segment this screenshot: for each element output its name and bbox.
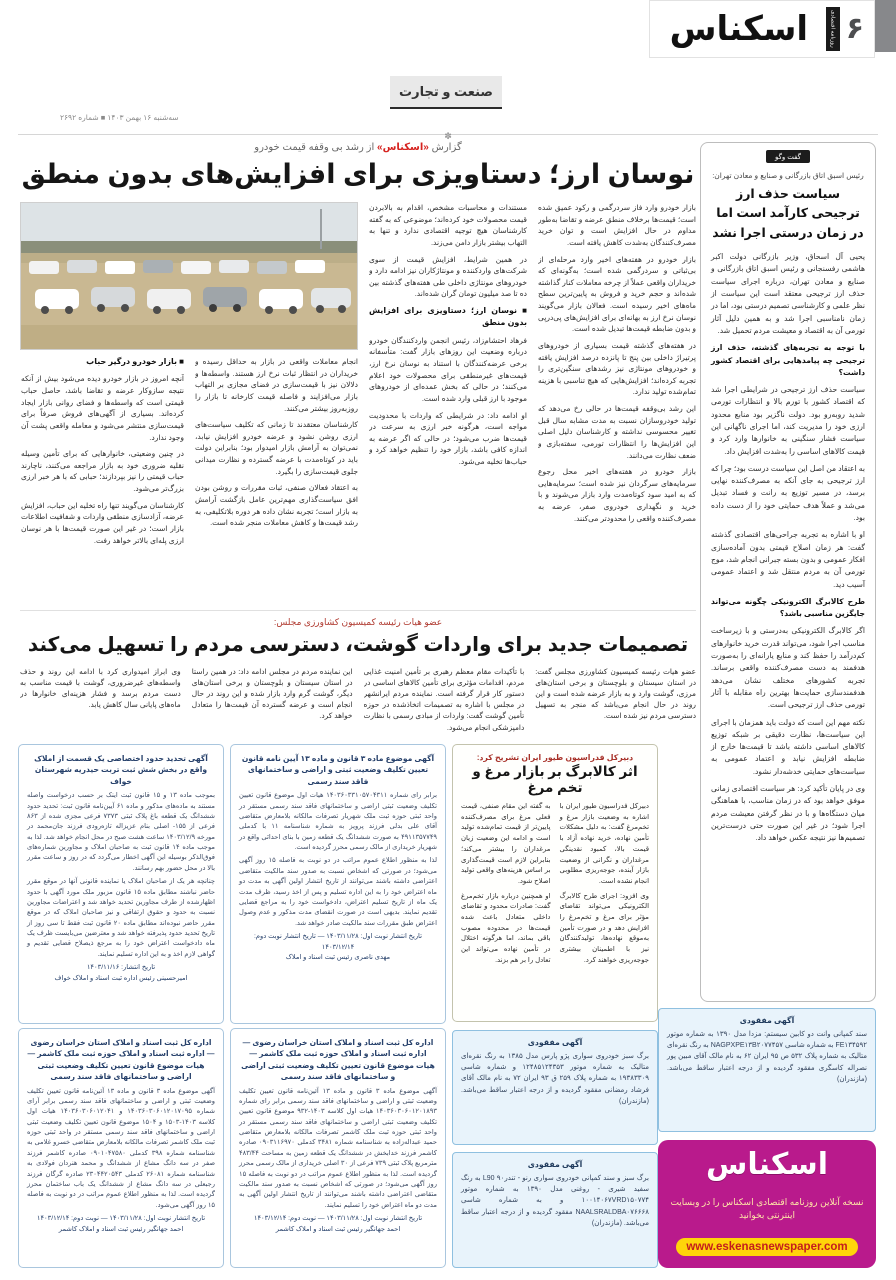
meat-import-article (20, 610, 696, 742)
lost-notice-mazda (658, 1008, 876, 1132)
interview-kicker: رئیس اسبق اتاق بازرگانی و صنایع و معادن تهران: (712, 171, 864, 180)
main-kicker-pre: گزارش (431, 142, 462, 153)
photo-bottom-columns (20, 356, 358, 594)
lost-notice-body: برگ سبز خودروی سواری پژو پارس مدل ۱۳۸۵ به رنگ نقره‌ای متالیک به شماره موتور ۱۲۴۸۵۱۲۴۳۵۳ و شماره شاسی ۱۹۳۸۳۳۰۹ به شماره پلاک ۲۵۹ ق ۹۳ ایران ۷۲ به نام مالک آقای فرشاد رمضانی مفقود گردیده و از درجه اعتبار ساقط می‌باشد. (مازندران) (461, 1053, 650, 1105)
notice-title: اداره کل ثبت اسناد و املاک استان خراسان رضوی — اداره ثبت اسناد و املاک حوزه ثبت ملک کاشمر — هیات موضوع قانون تعیین تکلیف وضعیت ثبتی اراضی و ساختمانهای فاقد سند رسمی (27, 1038, 215, 1082)
notice-footer: تاریخ انتشار نوبت اول: ۱۴۰۳/۱۱/۲۸ — نوبت دوم: ۱۴۰۳/۱۲/۱۴ احمد جهانگیر رئیس ثبت اسناد و املاک کاشمر (253, 1215, 423, 1233)
page-number: ۶ (845, 12, 864, 45)
meat-article-kicker: عضو هیات رئیسه کمیسیون کشاورزی مجلس: (273, 617, 443, 627)
lost-notice-renault (452, 1152, 658, 1268)
article-column: با تأکیدات مقام معظم رهبری بر تأمین امنیت غذایی مردم، اقدامات مؤثری برای تأمین کالاهای اساسی در دستور کار قرار گرفته است. نماینده مردم ایرانشهر در مجلس با اشاره به تصمیمات اتخاذشده در حوزه تأمین گوشت گفت: واردات از مبادی رسمی با نظارت دامپزشکی انجام می‌شود. (363, 667, 525, 732)
ad-text: نسخه آنلاین روزنامه اقتصادی اسکناس را در وبسایت اینترنتی بخوانید (670, 1196, 864, 1220)
section-label: صنعت و تجارت (390, 76, 502, 109)
notice-title: آگهی موضوع ماده ۳ قانون و ماده ۱۳ آیین نامه قانون تعیین تکلیف وضعیت ثبتی و اراضی و ساختمانهای فاقد سند رسمی (241, 754, 435, 786)
notice-body: بموجب ماده ۱۳ و ۱۵ قانون ثبت اینک بر حسب درخواست واصله مستند به ماده‌های مذکور و ماده ۶۱ آیین‌نامه قانون ثبت: تحدید حدود ششدانگ یک قطعه باغ پلاک ثبتی ۷۳۷۳ فرعی مجزی شده از ۸۶۳ فرعی از ۱۵۵- اصلی بنام عزیزاله تازه‌رودی فرزند جان‌محمد در مورخه ۱۴۰۳/۱۲/۹ ساعت هشت صبح در محل انجام خواهد شد. لذا به موجب ماده ۱۴ قانون ثبت به صاحبان املاک و مجاورین شماره‌های فوق‌الذکر بوسیله این آگهی اخطار می‌گردد که در روز و ساعت مقرر بالا در محل حضور بهم رسانند. چنانچه هر یک از صاحبان املاک یا نماینده قانونی آنها در موقع مقرر حاضر نباشند مطابق ماده ۱۵ قانون مزبور ملک مورد آگهی با حدود اظهارشده از طرف مجاورین تحدید خواهد شد و اعتراضات مجاورین نسبت به حدود و حقوق ارتفاقی و نیز صاحبان املاک که در موقع مقرر حاضر نبوده‌اند مطابق ماده ۲۰ قانون ثبت فقط تا سی روز از تاریخ تحدید حدود پذیرفته خواهد شد و معترضین می‌بایست ظرف یک ماه دادخواست اعتراض خود را به مرجع ذیصلاح قضایی تقدیم و گواهی لازم اخذ و به این اداره تسلیم نمایند. (27, 792, 216, 958)
notice-body: آگهی موضوع ماده ۳ قانون و ماده ۱۳ آئین‌نامه قانون تعیین تکلیف وضعیت ثبتی و اراضی و ساختمانهای فاقد سند رسمی برابر رای شماره ۱۴۰۳۶۰۳۰۶۰۱۲۰۱۸۹۳ هیات اول کلاسه ۱۴۰۳-۹۳۲ موضوع قانون تعیین تکلیف وضعیت ثبتی اراضی و ساختمانهای فاقد سند رسمی مستقر در واحد ثبتی حوزه ثبت ملک کاشمر تصرفات مالکانه بلامعارض متقاضی حمید عبداله‌زاده به شناسنامه شماره ۳۴۸۱ کدملی ۰۹۰۳۱۱۶۹۷۰ صادره کاشمر فرزند خدابخش در ششدانگ یک قطعه زمین به مساحت ۴۸۳/۴۴ مترمربع پلاک ثبتی ۷۳۹ فرعی از ۳۰ اصلی خریداری از مالک رسمی محرز گردیده است. لذا به منظور اطلاع عموم مراتب در دو نوبت به فاصله ۱۵ روز آگهی می‌شود؛ در صورتی که اشخاص نسبت به صدور سند مالکیت متقاضی اعتراضی داشته باشند می‌توانند از تاریخ انتشار اولین آگهی به مدت دو ماه اعتراض خود را تسلیم نمایند. (239, 1087, 437, 1209)
main-article (20, 142, 696, 604)
article-column: انجام معاملات واقعی در بازار به حداقل رسیده و خریداران در انتظار ثبات نرخ ارز هستند. واسطه‌ها و دلالان نیز با قیمت‌سازی در فضای مجازی بر التهاب بازار می‌افزایند و فاصله قیمت کارخانه تا بازار را روزبه‌روز بیشتر می‌کنند. کارشناسان معتقدند تا زمانی که تکلیف سیاست‌های ارزی روشن نشود و عرضه خودرو افزایش نیابد، نمی‌توان به آرامش بازار امیدوار بود؛ بنابراین دولت باید در کوتاه‌مدت با عرضه گسترده و نظارت میدانی جلوی قیمت‌سازی را بگیرد. به اعتقاد فعالان صنفی، ثبات مقررات و روشن بودن افق سیاست‌گذاری مهم‌ترین عامل بازگشت آرامش به بازار است؛ تجربه نشان داده هر دوره بلاتکلیفی، به رشد قیمت‌ها و کاهش معاملات منجر شده است. (195, 357, 358, 528)
legal-notice-kashmar-2 (230, 1028, 446, 1268)
eskenas-online-ad (658, 1140, 876, 1268)
lost-notice-title: آگهی مفقودی (527, 1160, 583, 1169)
poultry-headline: اثر کالابرگ بر بازار مرغ و تخم مرغ (472, 764, 638, 795)
date-line: سه‌شنبه ۱۶ بهمن ۱۴۰۳ ■ شماره ۲۶۹۲ (60, 113, 179, 122)
article-column: این نماینده مردم در مجلس ادامه داد: در همین راستا در استان سیستان و بلوچستان و برخی استان‌های دیگر، گوشت گرم وارد بازار شده و این روند در حال انجام است و عرضه گسترده آن قیمت‌ها را متعادل خواهد کرد. (191, 667, 353, 721)
paper-logo: اسکناس (669, 10, 809, 48)
legal-notice-khaf (18, 744, 224, 1024)
legal-notice-kashmar-1 (18, 1028, 224, 1268)
cars-photo-graphic (21, 203, 357, 349)
interview-article (700, 142, 876, 1002)
article-column: ■ بازار خودرو درگیر حباب آنچه امروز در بازار خودرو دیده می‌شود بیش از آنکه نتیجه سازوکار عرضه و تقاضا باشد، حاصل حباب قیمتی است که واسطه‌ها و فضای روانی بازار ایجاد کرده‌اند. بسیاری از آگهی‌های فروش صرفاً برای قیمت‌سازی منتشر می‌شود و معامله واقعی پشت آن وجود ندارد. در چنین وضعیتی، خانوارهایی که برای تأمین وسیله نقلیه ضروری خود به بازار مراجعه می‌کنند، ناچارند حباب قیمتی را نیز بپردازند؛ حبابی که با هر خبر ارزی بزرگ‌تر می‌شود. کارشناسان می‌گویند تنها راه تخلیه این حباب، افزایش عرضه، آزادسازی منطقی واردات و شفافیت اطلاعات بازار است؛ در غیر این صورت قیمت‌ها با هر نوسان ارزی پله‌ای بالاتر خواهد رفت. (21, 357, 184, 545)
poultry-body: دبیرکل فدراسیون طیور ایران با اشاره به وضعیت بازار مرغ و تخم‌مرغ گفت: به دلیل مشکلات تأمین نهاده، خرید نهاده آزاد با قیمت بالا، کمبود نقدینگی مرغداران و نگرانی از وضعیت بازار آینده، جوجه‌ریزی مطلوبی انجام نشده است. وی افزود: اجرای طرح کالابرگ الکترونیکی می‌تواند تقاضای مؤثر برای مرغ و تخم‌مرغ را افزایش دهد و در صورت تأمین به‌موقع نهاده‌ها، تولیدکنندگان نیز با اطمینان بیشتری جوجه‌ریزی خواهند کرد. به گفته این مقام صنفی، قیمت فعلی مرغ برای مصرف‌کننده پایین‌تر از قیمت تمام‌شده تولید است و ادامه این وضعیت زیان مرغداران را بیشتر می‌کند؛ بنابراین لازم است قیمت‌گذاری بر اساس هزینه‌های واقعی تولید اصلاح شود. او همچنین درباره بازار تخم‌مرغ گفت: صادرات محدود و تقاضای داخلی متعادل باعث شده قیمت‌ها در محدوده مصوب باقی بماند، اما هرگونه اختلال در تأمین نهاده می‌تواند این تعادل را بر هم بزند. (461, 803, 649, 964)
page-edge-marker (875, 0, 896, 52)
ad-website-link[interactable]: www.eskenasnewspaper.com (676, 1238, 857, 1256)
main-article-body (20, 202, 696, 594)
notice-title: آگهی تحدید حدود اختصاصی یک قسمت از املاک واقع در بخش شش ثبت تربت حیدریه شهرستان خواف (34, 754, 208, 786)
article-column: وی ابراز امیدواری کرد با ادامه این روند و حذف واسطه‌های غیرضروری، گوشت با قیمت مناسب به دست مردم برسد و فشار هزینه‌ای خانوارها در ماه‌های پایانی سال کاهش یابد. (20, 667, 181, 710)
poultry-kicker: دبیرکل فدراسیون طیور ایران تشریح کرد: (476, 753, 634, 762)
lost-notice-peugeot (452, 1030, 658, 1145)
paper-tagline-banner: روزنامه اقتصادی (826, 7, 840, 51)
lost-notice-title: آگهی مفقودی (527, 1038, 583, 1047)
main-headline: نوسان ارز؛ دستاویزی برای افزایش‌های بدون منطق (21, 159, 695, 189)
poultry-article (452, 744, 658, 1022)
meat-article-headline: تصمیمات جدید برای واردات گوشت، دسترسی مردم را تسهیل می‌کند (27, 634, 689, 656)
notice-footer: تاریخ انتشار نوبت اول: ۱۴۰۳/۱۱/۲۸ — نوبت دوم: ۱۴۰۳/۱۲/۱۴ احمد جهانگیر رئیس ثبت اسناد و املاک کاشمر (36, 1215, 206, 1233)
main-kicker-brand: «اسکناس» (377, 142, 429, 153)
cars-parking-photo (20, 202, 358, 350)
notice-footer: تاریخ انتشار: ۱۴۰۳/۱۱/۱۶ امیرحسینی رئیس اداره ثبت اسناد و املاک خواف (54, 964, 188, 982)
notice-body: آگهی موضوع ماده ۳ قانون و ماده ۱۳ آئین‌نامه قانون تعیین تکلیف وضعیت ثبتی و اراضی و ساختمانهای فاقد سند رسمی برابر آرای شماره ۱۴۰۳۶۰۳۰۶۰۱۲۰۱۷۰۹۵ و ۱۴۰۳۶۰۳۰۶۰۱۲۰۴۱ هیات اول کلاسه ۱۴۰۳-۱۵۰۳ و ۱۵۰۴ موضوع قانون تعیین تکلیف وضعیت ثبتی اراضی و ساختمانهای فاقد سند رسمی مستقر در واحد ثبتی حوزه ثبت ملک کاشمر تصرفات مالکانه بلامعارض متقاضی خسرو غلامی به شناسنامه شماره ۳۹۸ کدملی ۰۹۰۱۰۴۷۵۸۰ صادره کاشمر فرزند صفر در سه دانگ مشاع از ششدانگ و محمد هنردان فولادی به شناسنامه شماره ۲۶۰۸۱ کدملی ۲۳۰۴۴۲۰۵۴۳ صادره گرگان فرزند رجبعلی در سه دانگ مشاع از ششدانگ یک باب ساختمان محرز گردیده است. لذا به منظور اطلاع عموم مراتب در دو نوبت به فاصله ۱۵ روز آگهی می‌شود. (27, 1087, 216, 1209)
meat-article-body (20, 666, 696, 746)
ad-brand-logo: اسکناس (705, 1148, 829, 1181)
interview-headline: سیاست حذف ارز ترجیحی کارآمد است اما در زمان درستی اجرا نشد (712, 187, 864, 240)
article-photo-block (20, 202, 358, 594)
lost-notice-title: آگهی مفقودی (739, 1016, 795, 1025)
notice-title: اداره کل ثبت اسناد و املاک استان خراسان رضوی — اداره ثبت اسناد و املاک حوزه ثبت ملک کاشمر — هیات موضوع قانون تعیین تکلیف وضعیت ثبتی اراضی و ساختمانهای فاقد سند رسمی (241, 1038, 435, 1082)
article-column: عضو هیات رئیسه کمیسیون کشاورزی مجلس گفت: در استان سیستان و بلوچستان و برخی استان‌های مرزی، گوشت وارد و به بازار عرضه شده است و این روند در حال انجام می‌باشد که منجر به تسهیل دسترسی مردم نیز شده است. (535, 667, 696, 721)
notice-body: برابر رای شماره ۱۴۰۳۶۰۳۳۱۰۵۷۰۴۳۱۱ هیات اول موضوع قانون تعیین تکلیف وضعیت ثبتی اراضی و ساختمانهای فاقد سند رسمی مستقر در واحد ثبتی حوزه ثبت ملک شهریار تصرفات مالکانه بلامعارض متقاضی آقای علی بدلی فرزند پرویز به شماره شناسنامه ۱۱ با کدملی ۴۹۱۱۳۵۷۷۴۹ به صورت ششدانگ یک قطعه زمین با بنای احداثی واقع در شهریار خریداری از مالک رسمی محرز گردیده است. لذا به منظور اطلاع عموم مراتب در دو نوبت به فاصله ۱۵ روز آگهی می‌شود؛ در صورتی که اشخاص نسبت به صدور سند مالکیت متقاضی اعتراضی داشته باشند می‌توانند از تاریخ انتشار اولین آگهی به مدت دو ماه اعتراض خود را به این اداره تسلیم و پس از اخذ رسید، ظرف مدت یک ماه از تاریخ تسلیم اعتراض، دادخواست خود را به مراجع قضایی تقدیم نمایند. بدیهی است در صورت انقضای مدت مذکور و عدم وصول اعتراض طبق مقررات سند مالکیت صادر خواهد شد. (239, 792, 437, 927)
interview-body: یحیی آل اسحاق، وزیر بازرگانی دولت اکبر هاشمی رفسنجانی و رئیس اسبق اتاق بازرگانی و صنایع و معادن تهران، درباره اجرای سیاست حذف ارز ترجیحی معتقد است این سیاست از نظر علمی و کارشناسی تصمیم درستی بود، اما در زمان نامناسبی اجرا شد و به همین دلیل آثار تورمی آن به اقتصاد و معیشت مردم تحمیل شد. با توجه به تجربه‌های گذشته، حذف ارز ترجیحی چه پیامدهایی برای اقتصاد کشور داشت؟ سیاست حذف ارز ترجیحی در شرایطی اجرا شد که اقتصاد کشور با تورم بالا و انتظارات تورمی شدید روبه‌رو بود. دولت ناگزیر بود منابع محدود ارزی خود را مدیریت کند، اما اجرای ناگهانی این سیاست فشار سنگینی به خانوارها وارد کرد و قیمت کالاهای اساسی را به‌شدت افزایش داد. به اعتقاد من اصل این سیاست درست بود؛ چرا که ارز ترجیحی به جای آنکه به مصرف‌کننده نهایی برسد، در مسیر توزیع به رانت و فساد تبدیل می‌شد و عملاً هدف حمایتی خود را از دست داده بود. او با اشاره به تجربه جراحی‌های اقتصادی گذشته گفت: هر زمان اصلاح قیمتی بدون آماده‌سازی افکار عمومی و بدون بسته جبرانی انجام شد، موج تورمی آن به مردم منتقل شد و اعتماد عمومی آسیب دید. طرح کالابرگ الکترونیکی چگونه می‌تواند جایگزین مناسبی باشد؟ اگر کالابرگ الکترونیکی به‌درستی و با زیرساخت مناسب اجرا شود، می‌تواند قدرت خرید خانوارهای کم‌درآمد را حفظ کند و منابع یارانه‌ای را به‌صورت هدفمند به دست مصرف‌کننده واقعی برساند. تجربه کشورهای مختلف نشان می‌دهد هدفمندسازی حمایت‌ها بهترین راه مقابله با آثار تورمی حذف ارز ترجیحی است. نکته مهم این است که دولت باید همزمان با اجرای این سیاست‌ها، نظارت دقیقی بر شبکه توزیع کالاهای اساسی داشته باشد تا قیمت‌ها خارج از ضابطه افزایش نیابد و اعتماد عمومی به سیاست‌های حمایتی خدشه‌دار نشود. وی در پایان تأکید کرد: هر سیاست اقتصادی زمانی موفق خواهد بود که در زمان مناسب، با هماهنگی میان دستگاه‌ها و با در نظر گرفتن معیشت مردم اجرا شود؛ در غیر این صورت حتی درست‌ترین تصمیم‌ها نیز نتیجه عکس خواهد داد. (711, 252, 865, 843)
main-kicker-post: از رشد بی وقفه قیمت خودرو (254, 142, 375, 153)
lost-notice-body: برگ سبز و سند کمپانی خودروی سواری رنو - تندر۹۰ L90 به رنگ سفید شیری - روغنی مدل ۱۳۹۰ به شماره موتور ۱۰۰۱۴۰۶۷VRD۱۵۰۷۷۴ و به شماره شاسی NAALSRALDBA۰۷۶۶۶۸ مفقود گردیده و از درجه اعتبار ساقط می‌باشد. (مازندران) (461, 1175, 649, 1227)
article-column: مستندات و محاسبات مشخص، اقدام به بالابردن قیمت محصولات خود کرده‌اند؛ موضوعی که به گفته کارشناسان هیچ توجیه اقتصادی ندارد و تنها به التهاب بیشتر بازار دامن می‌زند. در همین شرایط، افزایش قیمت از سوی شرکت‌های واردکننده و مونتاژکاران نیز ادامه دارد و خودروهای مونتاژی داخلی طی هفته‌های گذشته بین ده تا صد میلیون تومان گران شده‌اند. ■ نوسان ارز؛ دستاویزی برای افزایش بدون منطق فرهاد احتشام‌زاد، رئیس انجمن واردکنندگان خودرو درباره وضعیت این روزهای بازار گفت: متأسفانه برخی عرضه‌کنندگان با استناد به نوسان نرخ ارز، قیمت‌های غیرمنطقی برای محصولات خود اعلام می‌کنند؛ در حالی که بخش عمده‌ای از خودروهای موجود با ارز قبلی وارد شده است. او ادامه داد: در شرایطی که واردات با محدودیت مواجه است، هرگونه خبر ارزی به سرعت در قیمت‌ها ضرب می‌شود؛ در حالی که اگر عرضه به اندازه کافی باشد، بازار خود را تنظیم خواهد کرد و حباب‌ها تخلیه می‌شود. (369, 203, 527, 467)
ornament-icon: ✽ (444, 131, 452, 141)
tab-interview: گفت وگو (766, 150, 810, 163)
article-column: بازار خودرو وارد فاز سردرگمی و رکود عمیق شده است؛ قیمت‌ها برخلاف منطق عرضه و تقاضا به‌طور مداوم در حال افزایش است و توان خرید مصرف‌کنندگان به‌شدت کاهش یافته است. بازار خودرو در هفته‌های اخیر وارد مرحله‌ای از بی‌ثباتی و سردرگمی شده است؛ به‌گونه‌ای که خریداران واقعی عملاً از چرخه معاملات کنار گذاشته شده‌اند و حجم خرید و فروش به پایین‌ترین سطح ماه‌های اخیر رسیده است. فعالان بازار می‌گویند نوسان نرخ ارز به بهانه‌ای برای افزایش‌های پی‌درپی و بدون ضابطه قیمت‌ها تبدیل شده است. در هفته‌های گذشته قیمت بسیاری از خودروهای پرتیراژ داخلی بین پنج تا پانزده درصد افزایش یافته و خودروهای مونتاژی نیز رشدهای سنگین‌تری را تجربه کرده‌اند؛ افزایش‌هایی که هیچ تناسبی با هزینه تمام‌شده تولید ندارد. این رشد بی‌وقفه قیمت‌ها در حالی رخ می‌دهد که تولید خودروسازان نسبت به مدت مشابه سال قبل تغییر محسوسی نداشته و کارشناسان دلیل اصلی این افزایش‌ها را انتظارات تورمی، سفته‌بازی و ضعف نظارت می‌دانند. بازار خودرو در هفته‌های اخیر محل رجوع سرمایه‌های سرگردان نیز شده است؛ سرمایه‌هایی که به امید سود کوتاه‌مدت وارد بازار می‌شوند و با خرید و نگهداری خودروی صفر، عرضه به مصرف‌کننده واقعی را محدودتر می‌کنند. (538, 203, 696, 523)
lost-notice-body: سند کمپانی وانت دو کابین سیستم: مزدا مدل ۱۳۹۰ به شماره موتور FE۱۳۴۵۹۲ به شماره شاسی NAGPXPE۱۳B۲۰۷۷۴۵۷ به رنگ نقره‌ای متالیک به شماره پلاک ۵۳۲ ص ۹۵ ایران ۶۲ به نام مالک آقای مبین پور نصراله کاسگری مفقود گردیده و از درجه اعتبار ساقط می‌باشد. (مازندران) (667, 1031, 868, 1083)
legal-notice-shahriar (230, 744, 446, 1024)
masthead (649, 0, 875, 58)
main-kicker (20, 142, 696, 153)
notice-footer: تاریخ انتشار نوبت اول: ۱۴۰۳/۱۱/۲۸ — تاریخ انتشار نوبت دوم: ۱۴۰۳/۱۲/۱۴ مهدی ناصری رئیس ثبت اسناد و املاک (254, 933, 422, 962)
